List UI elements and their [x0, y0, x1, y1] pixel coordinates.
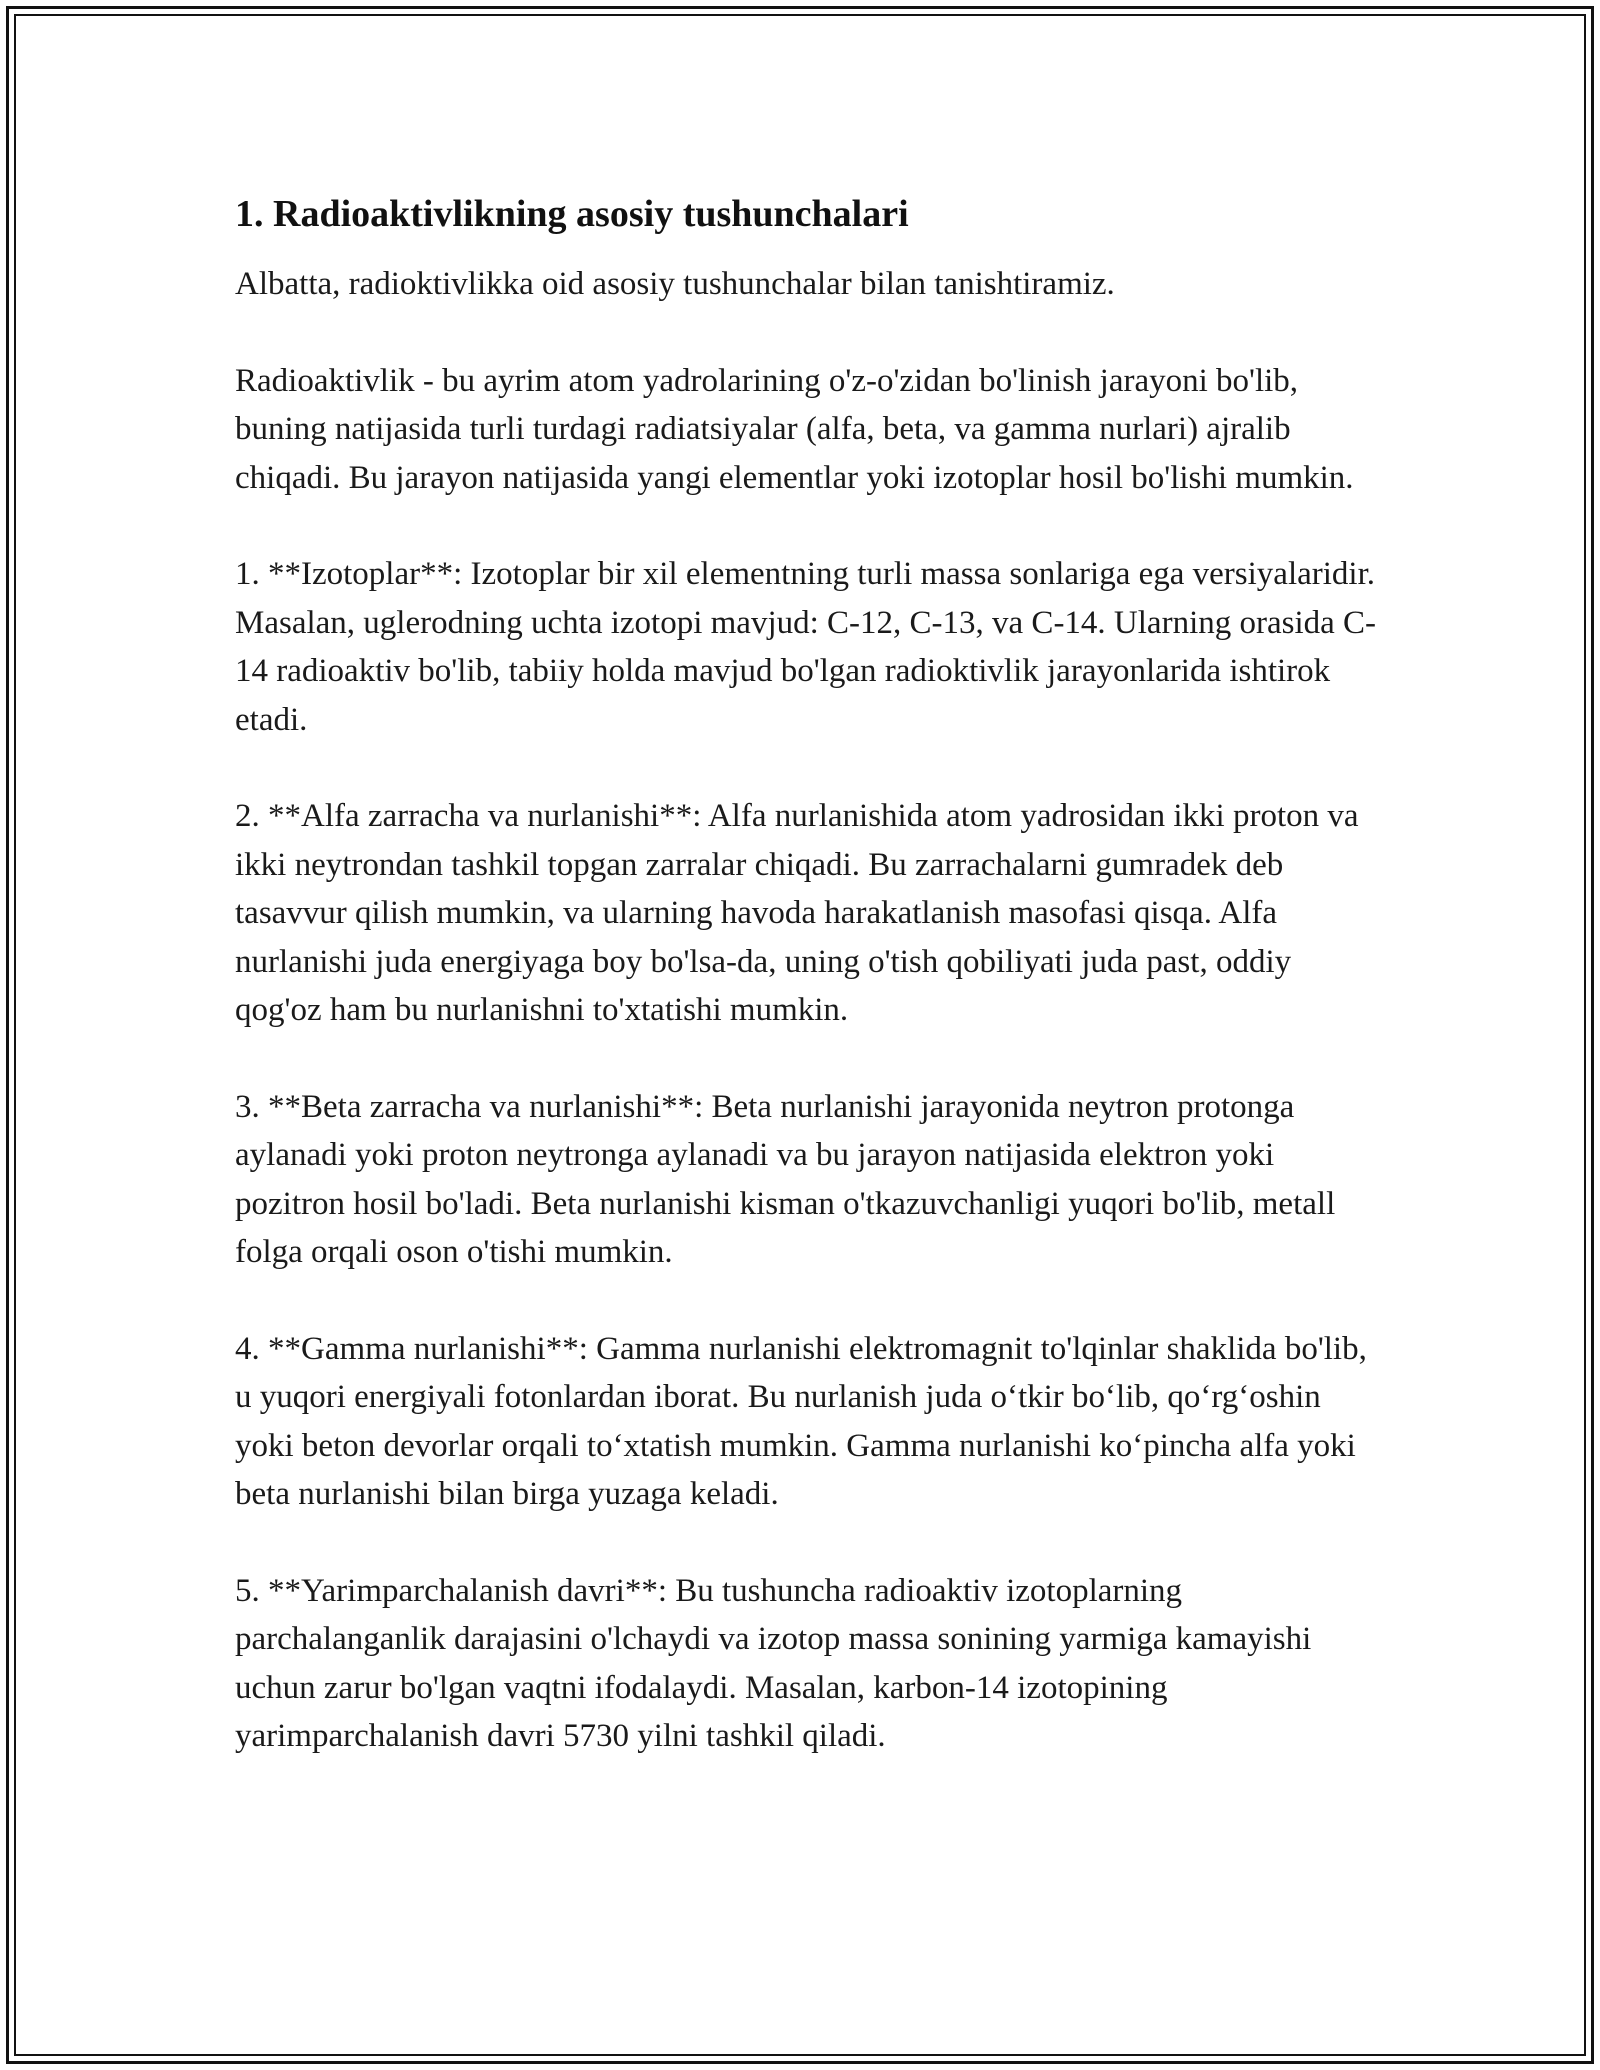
- list-item-isotopes: 1. **Izotoplar**: Izotoplar bir xil elementning turli massa sonlariga ega versiyalaridir. Masalan, uglerodning uchta izotopi mavjud: C-12, C-13, va C-14. Ularning orasida C-14 radioaktiv bo'lib, tabiiy holda mavjud bo'lgan radioktivlik jarayonlarida ishtirok etadi.: [235, 556, 1377, 738]
- list-item-gamma: 4. **Gamma nurlanishi**: Gamma nurlanishi elektromagnit to'lqinlar shaklida bo'lib, u yuqori energiyali fotonlardan iborat. Bu nurlanish juda o‘tkir bo‘lib, qo‘rg‘oshin yoki beton devorlar orqali to‘xtatish mumkin. Gamma nurlanishi ko‘pincha alfa yoki beta nurlanishi bilan birga yuzaga keladi.: [235, 1330, 1367, 1512]
- document-title: 1. Radioaktivlikning asosiy tushunchalari: [235, 193, 909, 235]
- intro-paragraph: Albatta, radioktivlikka oid asosiy tushunchalar bilan tanishtiramiz.: [235, 266, 1115, 302]
- definition-paragraph: Radioaktivlik - bu ayrim atom yadrolarining o'z-o'zidan bo'linish jarayoni bo'lib, buning natijasida turli turdagi radiatsiyalar (alfa, beta, va gamma nurlari) ajralib chiqadi. Bu jarayon natijasida yangi elementlar yoki izotoplar hosil bo'lishi mumkin.: [235, 362, 1354, 496]
- list-item-half-life: 5. **Yarimparchalanish davri**: Bu tushuncha radioaktiv izotoplarning parchalanganlik darajasini o'lchaydi va izotop massa sonining yarmiga kamayishi uchun zarur bo'lgan vaqtni ifodalaydi. Masalan, karbon-14 izotopining yarimparchalanish davri 5730 yilni tashkil qiladi.: [235, 1572, 1312, 1754]
- document-body: [235, 190, 1385, 1809]
- list-item-alpha: 2. **Alfa zarracha va nurlanishi**: Alfa nurlanishida atom yadrosidan ikki proton va ikki neytrondan tashkil topgan zarralar chiqadi. Bu zarrachalarni gumradek deb tasavvur qilish mumkin, va ularning havoda harakatlanish masofasi qisqa. Alfa nurlanishi juda energiyaga boy bo'lsa-da, uning o'tish qobiliyati juda past, oddiy qog'oz ham bu nurlanishni to'xtatishi mumkin.: [235, 798, 1359, 1028]
- list-item-beta: 3. **Beta zarracha va nurlanishi**: Beta nurlanishi jarayonida neytron protonga aylanadi yoki proton neytronga aylanadi va bu jarayon natijasida elektron yoki pozitron hosil bo'ladi. Beta nurlanishi kisman o'tkazuvchanligi yuqori bo'lib, metall folga orqali oson o'tishi mumkin.: [235, 1088, 1336, 1270]
